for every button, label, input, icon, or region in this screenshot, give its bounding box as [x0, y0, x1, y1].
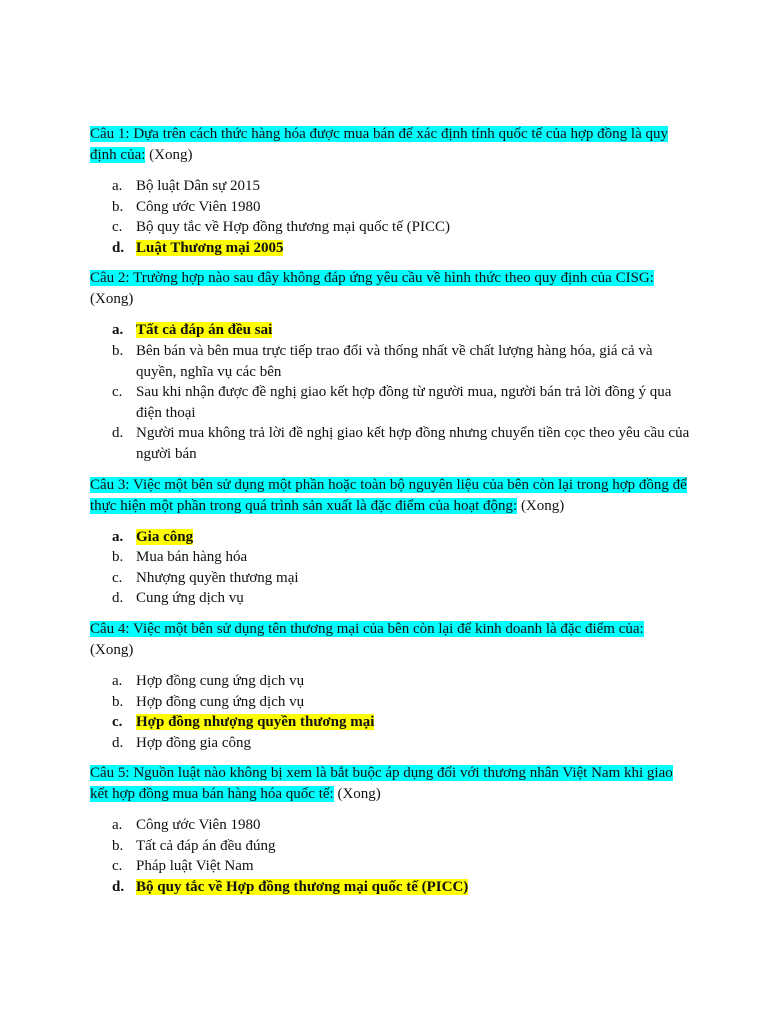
question-status: (Xong)	[90, 291, 134, 308]
option-b	[90, 836, 690, 857]
option-letter: c.	[112, 858, 123, 875]
option-letter: a.	[112, 322, 124, 339]
answer-options	[90, 527, 690, 609]
question-status: (Xong)	[520, 497, 565, 514]
option-letter: c.	[112, 714, 123, 731]
question-5	[90, 763, 690, 897]
answer-options	[90, 320, 690, 464]
option-c	[90, 568, 690, 589]
option-a	[90, 671, 690, 692]
option-text: Sau khi nhận được đề nghị giao kết hợp đồng từ người mua, người bán trả lời đồng ý qua điện thoại	[136, 384, 672, 421]
option-text: Tất cả đáp án đều sai	[136, 322, 273, 339]
option-b	[90, 547, 690, 568]
question-2	[90, 268, 690, 464]
question-prompt: Câu 3: Việc một bên sử dụng một phần hoặc toàn bộ nguyên liệu của bên còn lại trong hợp đồng để thực hiện một phần trong quá trình sản xuất là đặc điểm của hoạt động:	[90, 476, 687, 514]
question-text	[90, 619, 690, 661]
question-text	[90, 268, 690, 310]
question-prompt: Câu 5: Nguồn luật nào không bị xem là bắt buộc áp dụng đối với thương nhân Việt Nam khi giao kết hợp đồng mua bán hàng hóa quốc tế:	[90, 765, 673, 803]
option-letter: a.	[112, 528, 124, 545]
option-d	[90, 733, 690, 754]
option-b	[90, 692, 690, 713]
answer-options	[90, 671, 690, 753]
option-d	[90, 423, 690, 464]
option-letter: b.	[112, 837, 124, 854]
option-text: Pháp luật Việt Nam	[136, 858, 254, 875]
option-c	[90, 382, 690, 423]
option-c	[90, 856, 690, 877]
question-text	[90, 763, 690, 805]
answer-options	[90, 176, 690, 258]
option-text: Bộ luật Dân sự 2015	[136, 178, 260, 194]
option-text: Gia công	[136, 528, 194, 545]
option-text: Hợp đồng cung ứng dịch vụ	[136, 693, 305, 710]
option-d-correct	[90, 877, 690, 898]
option-letter: d.	[112, 239, 125, 256]
question-status: (Xong)	[90, 641, 134, 658]
option-d-correct	[90, 238, 690, 259]
option-letter: d.	[112, 734, 124, 751]
option-text: Bên bán và bên mua trực tiếp trao đổi và thống nhất về chất lượng hàng hóa, giá cả và quyền, nghĩa vụ các bên	[136, 342, 653, 380]
option-text: Hợp đồng gia công	[136, 734, 251, 751]
question-status: (Xong)	[149, 147, 193, 163]
option-text: Bộ quy tắc về Hợp đồng thương mại quốc tế (PICC)	[136, 879, 469, 896]
option-b	[90, 341, 690, 382]
option-b	[90, 197, 690, 218]
option-text: Công ước Viên 1980	[136, 198, 261, 215]
question-text	[90, 475, 690, 517]
answer-options	[90, 815, 690, 897]
option-text: Hợp đồng nhượng quyền thương mại	[136, 714, 375, 731]
option-letter: c.	[112, 219, 123, 236]
option-letter: b.	[112, 198, 124, 215]
option-text: Cung ứng dịch vụ	[136, 590, 244, 607]
option-letter: d.	[112, 590, 124, 607]
option-text: Nhượng quyền thương mại	[136, 569, 299, 586]
option-letter: b.	[112, 693, 124, 710]
question-prompt: Câu 1: Dựa trên cách thức hàng hóa được mua bán để xác định tính quốc tế của hợp đồng là quy định của:	[90, 126, 668, 163]
question-text	[90, 124, 690, 166]
option-text: Mua bán hàng hóa	[136, 549, 248, 566]
option-c	[90, 217, 690, 238]
question-1	[90, 124, 690, 258]
option-a-correct	[90, 320, 690, 341]
option-letter: a.	[112, 178, 123, 194]
option-text: Người mua không trả lời đề nghị giao kết hợp đồng nhưng chuyển tiền cọc theo yêu cầu của người bán	[136, 425, 690, 462]
document-page	[90, 124, 690, 908]
option-d	[90, 588, 690, 609]
option-c-correct	[90, 712, 690, 733]
question-4	[90, 619, 690, 753]
option-letter: a.	[112, 817, 123, 834]
option-letter: b.	[112, 549, 124, 566]
option-a-correct	[90, 527, 690, 548]
option-letter: b.	[112, 342, 124, 359]
option-a	[90, 176, 690, 197]
question-3	[90, 475, 690, 609]
question-status: (Xong)	[337, 786, 381, 803]
question-prompt: Câu 2: Trường hợp nào sau đây không đáp ứng yêu cầu về hình thức theo quy định của CISG:	[90, 270, 654, 287]
option-letter: d.	[112, 879, 125, 896]
option-text: Hợp đồng cung ứng dịch vụ	[136, 672, 305, 689]
option-a	[90, 815, 690, 836]
option-text: Bộ quy tắc về Hợp đồng thương mại quốc tế (PICC)	[136, 219, 450, 236]
option-letter: c.	[112, 569, 123, 586]
option-letter: a.	[112, 672, 123, 689]
question-prompt: Câu 4: Việc một bên sử dụng tên thương mại của bên còn lại để kinh doanh là đặc điểm của:	[90, 620, 644, 637]
option-text: Công ước Viên 1980	[136, 817, 261, 834]
option-letter: c.	[112, 384, 123, 401]
option-letter: d.	[112, 425, 124, 442]
option-text: Tất cả đáp án đều đúng	[136, 837, 276, 854]
option-text: Luật Thương mại 2005	[136, 239, 284, 256]
